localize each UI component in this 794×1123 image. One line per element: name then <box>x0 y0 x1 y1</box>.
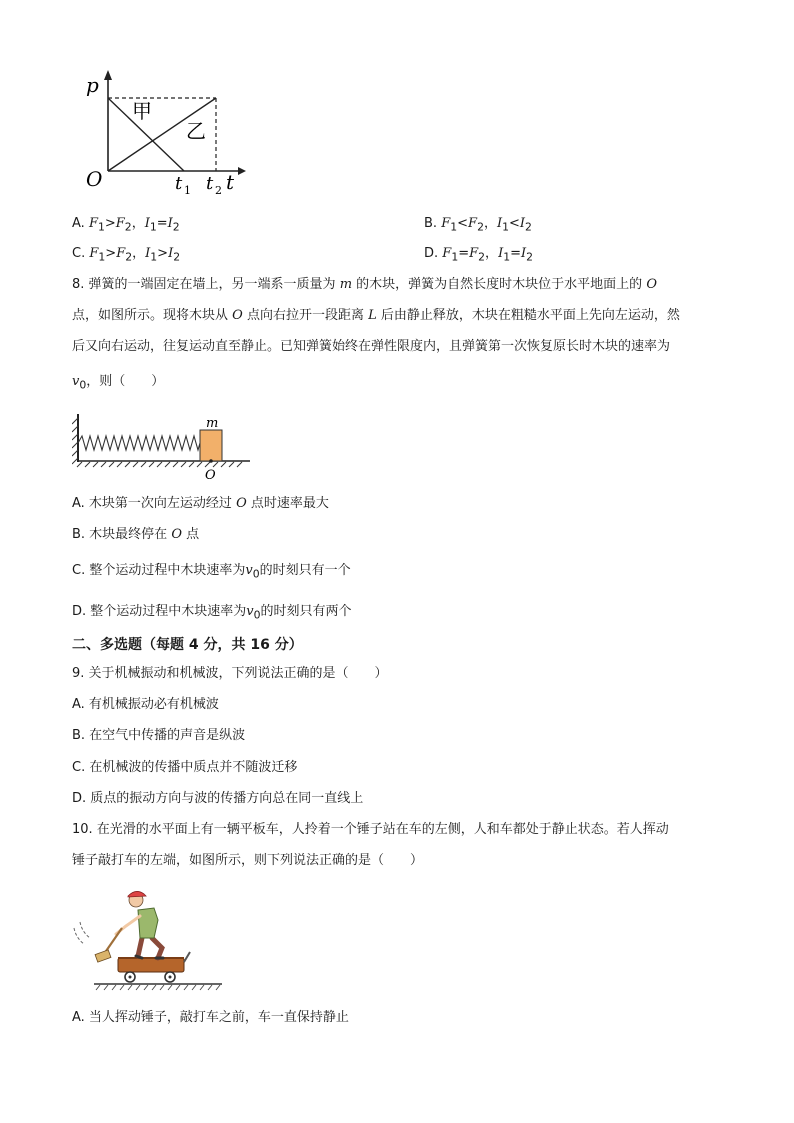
hammer-head <box>95 950 111 962</box>
q9-option-a: A. 有机械振动必有机械波 <box>72 697 219 712</box>
cart-body <box>118 958 184 972</box>
q8-stem-line3: 后又向右运动，往复运动直至静止。已知弹簧始终在弹性限度内，且弹簧第一次恢复原长时木块的速率为 <box>72 339 671 354</box>
person-torso <box>138 908 158 938</box>
q8-stem-line2: 点，如图所示。现将木块从 O 点向右拉开一段距离 L 后由静止释放，木块在粗糙水平面上先向左运动，然 <box>72 308 680 323</box>
axis-label-p: p <box>86 73 99 97</box>
q10-option-a: A. 当人挥动锤子，敲打车之前，车一直保持静止 <box>72 1010 349 1025</box>
tick-t2-sub: 2 <box>215 184 222 197</box>
person-legs <box>138 938 162 958</box>
q7-option-a: A. $F_1>F_2$，$I_1=I_2$ <box>72 216 180 234</box>
q8-option-c: C. 整个运动过程中木块速率为$v_0$的时刻只有一个 <box>72 563 351 581</box>
q9-option-b: B. 在空气中传播的声音是纵波 <box>72 728 246 743</box>
q8-option-d: D. 整个运动过程中木块速率为$v_0$的时刻只有两个 <box>72 604 352 622</box>
tick-t1-sub: 1 <box>184 184 191 197</box>
block-mass-label: m <box>206 416 219 431</box>
axis-label-t: t <box>226 170 235 194</box>
origin-label: O <box>86 167 103 191</box>
q8-option-a: A. 木块第一次向左运动经过 O 点时速率最大 <box>72 496 329 511</box>
wood-block <box>200 430 222 461</box>
q9-option-c: C. 在机械波的传播中质点并不随波迁移 <box>72 760 298 775</box>
q10-cart-figure <box>66 880 226 992</box>
label-jia: 甲 <box>132 99 152 123</box>
q8-option-b: B. 木块最终停在 O 点 <box>72 527 200 542</box>
q9-stem: 9. 关于机械振动和机械波，下列说法正确的是（ ） <box>72 666 388 681</box>
q10-stem-line2: 锤子敲打车的左端，如图所示，则下列说法正确的是（ ） <box>72 853 424 868</box>
section-heading: 二、多选题（每题 4 分，共 16 分） <box>72 637 303 653</box>
q9-option-d: D. 质点的振动方向与波的传播方向总在同一直线上 <box>72 791 364 806</box>
label-yi: 乙 <box>186 119 206 143</box>
q7-option-c: C. $F_1>F_2$，$I_1>I_2$ <box>72 246 181 264</box>
q7-pt-graph <box>80 68 250 198</box>
q7-option-b: B. $F_1<F_2$，$I_1<I_2$ <box>424 216 532 234</box>
q8-spring-figure <box>72 412 257 482</box>
tick-t1: t <box>175 173 183 194</box>
q8-stem-line4: $v_0$，则（ ） <box>72 374 165 392</box>
point-o-label: O <box>205 468 216 482</box>
q7-option-d: D. $F_1=F_2$，$I_1=I_2$ <box>424 246 534 264</box>
q10-stem-line1: 10. 在光滑的水平面上有一辆平板车，人拎着一个锤子站在车的左侧，人和车都处于静止状态。若人挥动 <box>72 822 669 837</box>
spring <box>78 436 200 450</box>
tick-t2: t <box>206 173 214 194</box>
q8-stem-line1: 8. 弹簧的一端固定在墙上，另一端系一质量为 m 的木块，弹簧为自然长度时木块位于水平地面上的 O <box>72 277 657 292</box>
